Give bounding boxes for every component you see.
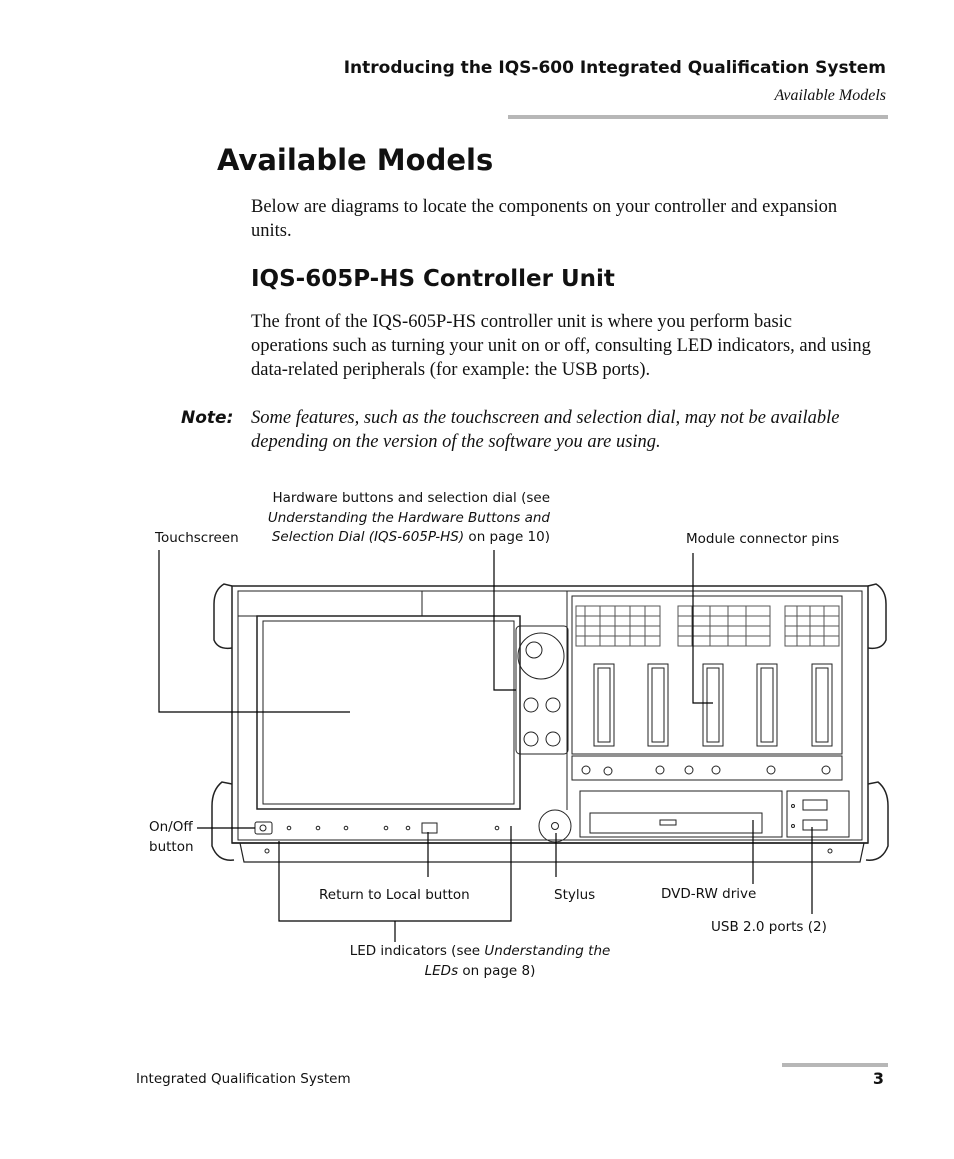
callout-hardware-buttons xyxy=(240,489,550,548)
callout-led-indicators xyxy=(330,942,630,981)
callout-hardware-line3-italic: Selection Dial (IQS-605P-HS) xyxy=(271,529,465,545)
section-title: IQS-605P-HS Controller Unit xyxy=(251,266,615,292)
intro-paragraph: Below are diagrams to locate the components on your controller and expansion units. xyxy=(251,197,838,241)
note-label: Note: xyxy=(181,408,234,428)
page-title: Available Models xyxy=(217,143,494,177)
callout-hardware-line3 xyxy=(240,528,550,548)
callout-touchscreen: Touchscreen xyxy=(155,530,239,546)
callout-led-line2-plain: on page 8) xyxy=(458,962,536,979)
callout-hardware-line3-plain: on page 10) xyxy=(464,529,550,545)
callout-onoff-line2: button xyxy=(149,838,194,855)
callout-onoff-line1: On/Off xyxy=(149,819,193,835)
callout-dvd-rw-drive: DVD-RW drive xyxy=(661,886,757,902)
callout-onoff-button xyxy=(149,818,194,857)
callout-return-to-local: Return to Local button xyxy=(319,887,470,903)
body-paragraph: The front of the IQS-605P-HS controller unit is where you perform basic operations such as turning your unit on or off, consulting LED indicators, and using data-related peripherals (for example: the USB ports). xyxy=(251,312,871,380)
callout-led-line2-italic: LEDs xyxy=(424,962,459,979)
callout-hardware-line1: Hardware buttons and selection dial (see xyxy=(272,490,550,506)
hardware-button-panel xyxy=(516,591,568,810)
note-text: Some features, such as the touchscreen and selection dial, may not be available depending on the version of the software you are using. xyxy=(251,408,840,452)
callout-usb-ports: USB 2.0 ports (2) xyxy=(711,919,827,935)
module-area xyxy=(572,596,842,780)
running-header-title: Introducing the IQS-600 Integrated Qualification System xyxy=(343,58,886,78)
callout-led-line1-italic: Understanding the xyxy=(484,943,611,959)
callout-hardware-line2: Understanding the Hardware Buttons and xyxy=(267,509,550,526)
callout-led-line2 xyxy=(330,962,630,982)
callout-stylus: Stylus xyxy=(554,887,596,903)
footer-rule xyxy=(782,1063,888,1067)
running-header-section: Available Models xyxy=(774,87,886,104)
page-number: 3 xyxy=(872,1069,884,1088)
callout-module-connector-pins: Module connector pins xyxy=(686,531,840,547)
callout-led-line1 xyxy=(330,942,630,962)
footer-document-name: Integrated Qualification System xyxy=(136,1071,351,1087)
callout-led-line1-plain: LED indicators (see xyxy=(349,943,485,959)
header-rule xyxy=(508,115,888,119)
